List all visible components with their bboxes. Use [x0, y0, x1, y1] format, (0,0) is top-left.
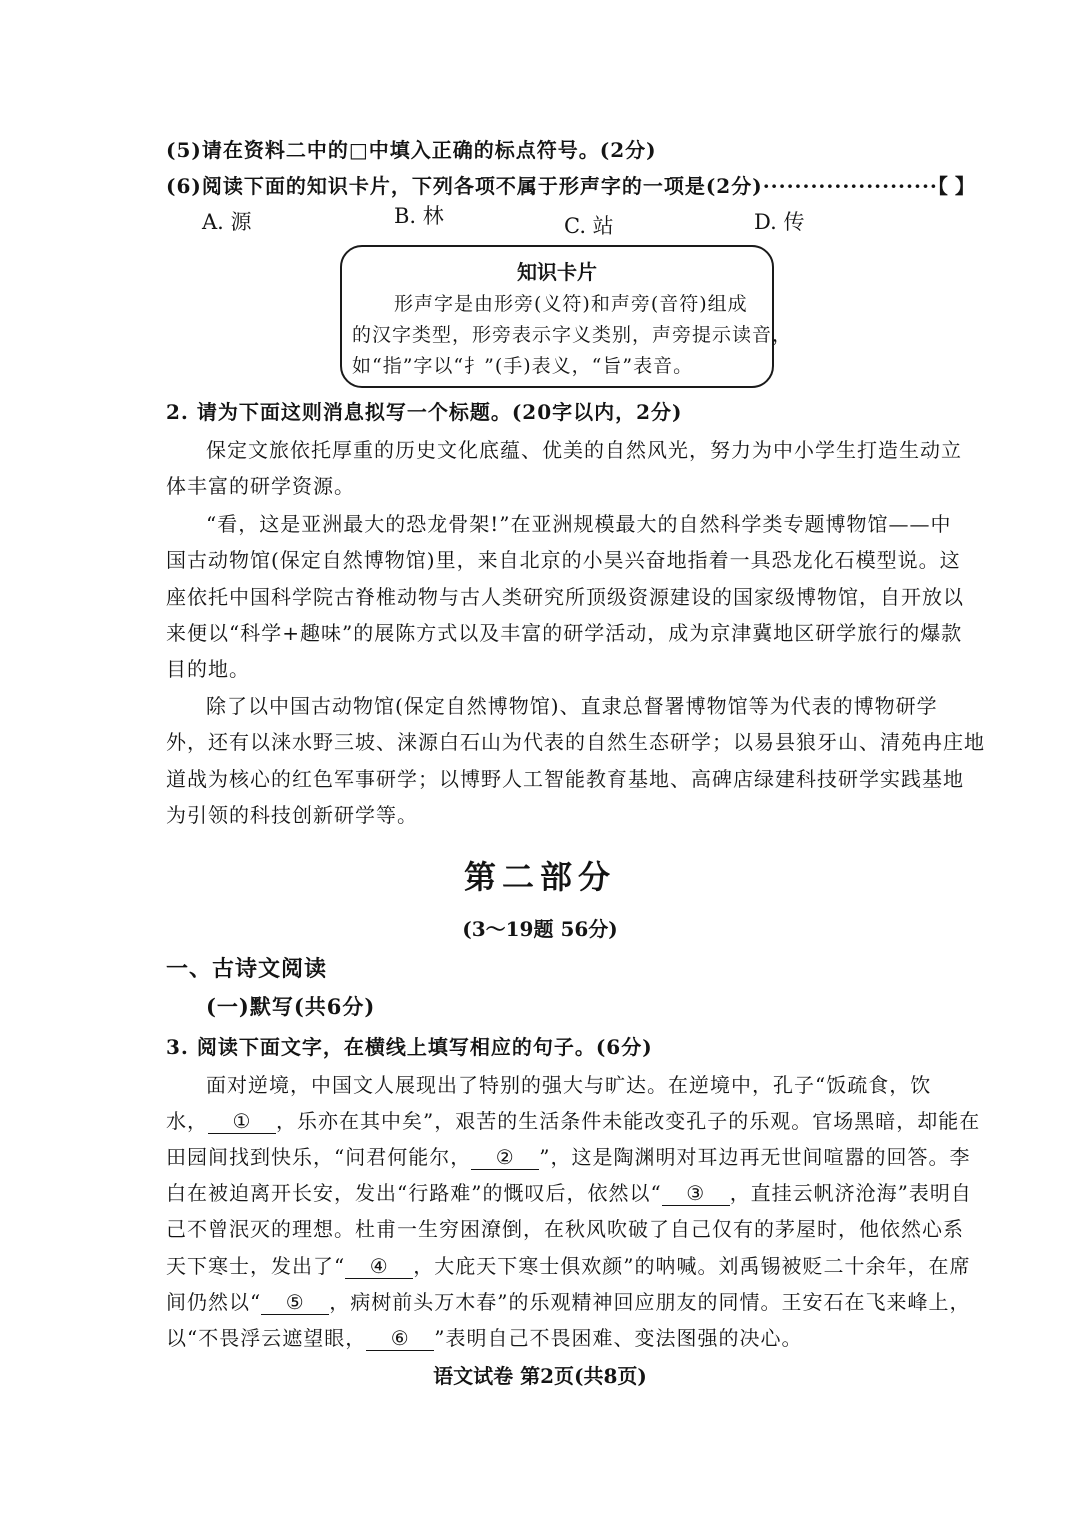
q3-passage-line: 面对逆境，中国文人展现出了特别的强大与旷达。在逆境中，孔子“饭疏食，饮: [206, 1073, 932, 1097]
answer-bracket: 【 】: [937, 174, 975, 198]
passage-line: 国古动物馆(保定自然博物馆)里，来自北京的小昊兴奋地指着一具恐龙化石模型说。这: [166, 548, 961, 572]
subsection-heading: (一)默写(共6分): [206, 994, 376, 1019]
q3-text: ，直挂云帆济沧海”表明自: [729, 1181, 972, 1205]
passage-line: 道战为核心的红色军事研学；以博野人工智能教育基地、高碑店绿建科技研学实践基地: [166, 767, 964, 791]
knowledge-card-line-1: 形声字是由形旁(义符)和声旁(音符)组成: [394, 293, 748, 315]
leader-dots: ······················: [762, 174, 938, 198]
q3-passage-line: [166, 1143, 970, 1171]
q3-passage-line: [166, 1179, 972, 1207]
q3-text: ，乐亦在其中矣”，艰苦的生活条件未能改变孔子的乐观。官场黑暗，却能在: [276, 1109, 981, 1133]
option-b: B. 林: [394, 204, 444, 228]
passage-line: 目的地。: [166, 657, 250, 681]
blank-3[interactable]: ③: [662, 1181, 730, 1206]
q3-text: ”，这是陶渊明对耳边再无世间喧嚣的回答。李: [539, 1145, 971, 1169]
question-1-item-6-text: (6)阅读下面的知识卡片，下列各项不属于形声字的一项是(2分): [166, 174, 763, 198]
q3-passage-line: [166, 1324, 802, 1352]
q3-text: 天下寒士，发出了“: [166, 1254, 346, 1278]
passage-line: 来便以“科学+趣味”的展陈方式以及丰富的研学活动，成为京津冀地区研学旅行的爆款: [166, 621, 963, 645]
knowledge-card-line-3: 如“指”字以“扌”(手)表义，“旨”表音。: [352, 355, 694, 377]
knowledge-card-line-2: 的汉字类型，形旁表示字义类别，声旁提示读音，: [352, 324, 793, 346]
q3-passage-line: [166, 1107, 980, 1135]
passage-line: 座依托中国科学院古脊椎动物与古人类研究所顶级资源建设的国家级博物馆，自开放以: [166, 585, 964, 609]
option-d: D. 传: [754, 210, 805, 234]
passage-line: 体丰富的研学资源。: [166, 474, 355, 498]
question-3-prompt: 3. 阅读下面文字，在横线上填写相应的句子。(6分): [166, 1035, 653, 1059]
blank-6[interactable]: ⑥: [366, 1326, 434, 1351]
section-heading: 一、古诗文阅读: [166, 956, 328, 982]
part-2-title: 第二部分: [463, 858, 616, 896]
q3-text: 田园间找到快乐，“问君何能尔，: [166, 1145, 472, 1169]
q3-text: 以“不畏浮云遮望眼，: [166, 1326, 367, 1350]
q3-passage-line: 己不曾泯灭的理想。杜甫一生穷困潦倒，在秋风吹破了自己仅有的茅屋时，他依然心系: [166, 1217, 964, 1241]
passage-line: 外，还有以涞水野三坡、涞源白石山为代表的自然生态研学；以易县狼牙山、清苑冉庄地: [166, 730, 985, 754]
blank-2[interactable]: ②: [471, 1145, 539, 1170]
passage-line: 保定文旅依托厚重的历史文化底蕴、优美的自然风光，努力为中小学生打造生动立: [206, 438, 962, 462]
q3-text: ”表明自己不畏困难、变法图强的决心。: [434, 1326, 803, 1350]
q3-passage-line: [166, 1252, 970, 1280]
q3-passage-line: [166, 1288, 970, 1316]
q3-text: ，大庇天下寒士俱欢颜”的呐喊。刘禹锡被贬二十余年，在席: [413, 1254, 971, 1278]
part-2-subtitle: (3～19题 56分): [462, 917, 618, 941]
q3-text: 间仍然以“: [166, 1290, 262, 1314]
blank-1[interactable]: ①: [208, 1109, 276, 1134]
knowledge-card-title: 知识卡片: [517, 260, 597, 284]
blank-4[interactable]: ④: [345, 1254, 413, 1279]
q3-text: ，病树前头万木春”的乐观精神回应朋友的同情。王安石在飞来峰上，: [329, 1290, 971, 1314]
blank-5[interactable]: ⑤: [261, 1290, 329, 1315]
question-1-item-6: [166, 172, 975, 200]
passage-line: 为引领的科技创新研学等。: [166, 803, 418, 827]
passage-line: “看，这是亚洲最大的恐龙骨架!”在亚洲规模最大的自然科学类专题博物馆——中: [206, 512, 952, 536]
option-a: A. 源: [202, 210, 252, 234]
knowledge-card: [340, 245, 793, 388]
passage-line: 除了以中国古动物馆(保定自然博物馆)、直隶总督署博物馆等为代表的博物研学: [206, 694, 938, 718]
option-c: C. 站: [564, 214, 614, 238]
question-2-prompt: 2. 请为下面这则消息拟写一个标题。(20字以内，2分): [166, 400, 683, 424]
question-1-item-5: (5)请在资料二中的□中填入正确的标点符号。(2分): [166, 138, 657, 162]
q3-text: 水，: [166, 1109, 208, 1133]
q3-text: 白在被迫离开长安，发出“行路难”的慨叹后，依然以“: [166, 1181, 662, 1205]
page-footer: 语文试卷 第2页(共8页): [433, 1364, 647, 1388]
